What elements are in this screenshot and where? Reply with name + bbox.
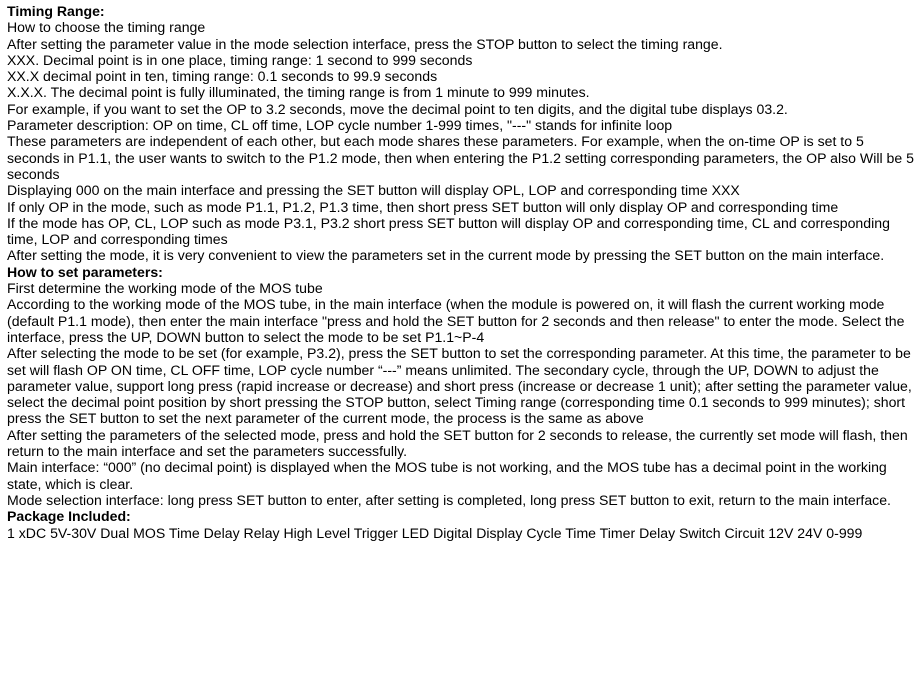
timing-range-line: After setting the parameter value in the mode selection interface, press the STOP button to select the timing range.: [7, 35, 723, 52]
timing-range-heading: Timing Range:: [7, 3, 105, 19]
document-body: [7, 3, 917, 541]
timing-range-line: Parameter description: OP on time, CL off time, LOP cycle number 1-999 times, "---" stands for infinite loop: [7, 117, 673, 134]
set-parameters-line: First determine the working mode of the MOS tube: [7, 280, 323, 297]
timing-range-line: If the mode has OP, CL, LOP such as mode P3.1, P3.2 short press SET button will display OP and corresponding time, CL and corresponding time, LOP and corresponding times: [7, 214, 890, 248]
timing-range-line: XX.X decimal point in ten, timing range: 0.1 seconds to 99.9 seconds: [7, 68, 438, 85]
set-parameters-line: Main interface: “000” (no decimal point) is displayed when the MOS tube is not working, and the MOS tube has a decimal point in the working state, which is clear.: [7, 459, 887, 492]
set-parameters-line: According to the working mode of the MOS tube, in the main interface (when the module is powered on, it will flash the current working mode (default P1.1 mode), then enter the main interface "press and hold the SET button for 2 seconds and then release" to enter the mode. Select the interface, press the UP, DOWN button to select the mode to be set P1.1~P-4: [7, 296, 905, 345]
set-parameters-line: After setting the parameters of the selected mode, press and hold the SET button for 2 seconds to release, the currently set mode will flash, then return to the main interface and set the parameters successfully.: [7, 426, 908, 460]
timing-range-line: X.X.X. The decimal point is fully illuminated, the timing range is from 1 minute to 999 minutes.: [7, 84, 590, 101]
timing-range-line: XXX. Decimal point is in one place, timing range: 1 second to 999 seconds: [7, 51, 473, 68]
timing-range-line: Displaying 000 on the main interface and pressing the SET button will display OPL, LOP and corresponding time XXX: [7, 182, 740, 199]
package-line: 1 xDC 5V-30V Dual MOS Time Delay Relay High Level Trigger LED Digital Display Cycle Time Timer Delay Switch Circuit 12V 24V 0-999: [7, 524, 863, 541]
set-parameters-heading: How to set parameters:: [7, 263, 163, 280]
timing-range-line: After setting the mode, it is very convenient to view the parameters set in the current mode by pressing the SET button on the main interface.: [7, 247, 885, 264]
set-parameters-line: After selecting the mode to be set (for example, P3.2), press the SET button to set the corresponding parameter. At this time, the parameter to be set will flash OP ON time, CL OFF time, LOP cycle number “---” means unlimited. The secondary cycle, through the UP, DOWN to adjust the parameter value, support long press (rapid increase or decrease) and short press (increase or decrease 1 unit); after setting the parameter value, select the decimal point position by short pressing the STOP button, select Timing range (corresponding time 0.1 seconds to 999 minutes); short press the SET button to set the next parameter of the current mode, the process is the same as above: [7, 345, 912, 427]
timing-range-line: If only OP in the mode, such as mode P1.1, P1.2, P1.3 time, then short press SET button will only display OP and corresponding time: [7, 198, 839, 215]
timing-range-line: These parameters are independent of each other, but each mode shares these parameters. For example, when the on-time OP is set to 5 seconds in P1.1, the user wants to switch to the P1.2 mode, then when entering the P1.2 setting corresponding parameters, the OP also Will be 5 seconds: [7, 133, 914, 182]
set-parameters-line: Mode selection interface: long press SET button to enter, after setting is completed, long press SET button to exit, return to the main interface.: [7, 491, 891, 508]
timing-range-line: How to choose the timing range: [7, 19, 206, 36]
package-heading: Package Included:: [7, 508, 131, 525]
timing-range-line: For example, if you want to set the OP to 3.2 seconds, move the decimal point to ten digits, and the digital tube displays 03.2.: [7, 100, 788, 117]
